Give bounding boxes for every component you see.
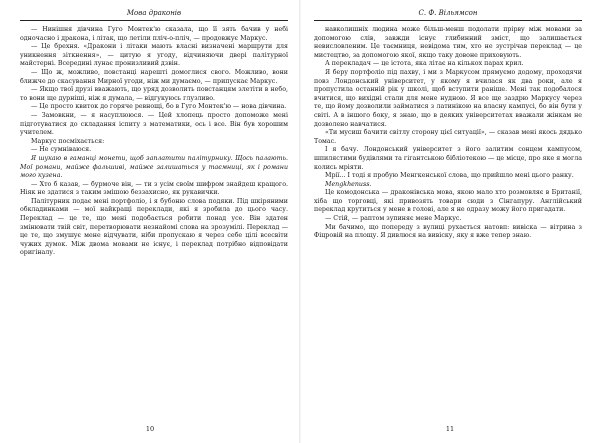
paragraph: А перекладач — це істота, яка літає на кількох парах крил. [325,60,524,68]
paragraph: — Замовкни, — я насуплююся. — Цей хлопець просто допоможе мені підготуватися до складання іспиту з математики, ось і все. Він був хорошим учителем. [20,111,288,137]
paragraph: — Не сумніваюся. [31,146,92,154]
right-page [300,0,600,443]
paragraph: — Це брехня. «Дракони і літаки мають власні визначені маршрути для уникнення зіткнення», — цитую я угоду, відчиняючи двері палітурної майстерні. Всередині лунає пронизливий дзвін. [20,43,288,68]
paragraph: Маркус посміхається: [31,137,105,145]
right-running-head: С. Ф. Вільямсон [314,8,582,21]
paragraph: — Це просто квиток до горяче ревнощі, бо в Гуго Монтек'ю — нова дівчина. [31,103,287,111]
paragraph: І я бачу. Лондонський університет з його залитим сонцем кампусом, шпилястими будівлями та гігантською бібліотекою — це місце, про яке я могла колись мріяти. [314,146,582,171]
paragraph: Ми бачимо, що попереду з вулиці рухається натовп: вивіска — вітрина з Фіцровій на площу. Я дивлюся на вивіску, яку я вже тепер знаю. [314,223,582,240]
paragraph: навколишніх людина може більш-менш подолати прірву між мовами за допомогою слів, завжди існує глибинний зміст, що залишається невисловленим. Це таємниця, невідома тим, хто не зустрічав переклад — це мистецтво, за допомогою якої, якщо таку довоне приховують. [314,26,582,59]
paragraph: — Що ж, можливо, повстанці нарешті домоглися свого. Можливо, вони ближче до скасування Мирної угоди, ніж ми думаємо, — припускає Маркус. [20,68,288,85]
left-running-head: Мова драконів [20,8,288,21]
paragraph: Палітурник подає мені портфоліо, і я бубоню слова подяки. Під шкіряними обкладинками — мої найкращі переклади, які я зробила до цього часу. Переклад — це те, що мені подобається робити понад усе. Він здатен змінювати твій світ, перетворювати незнайомі слова на зрозумілі. Переклад — це те, що змушує мене відчувати, ніби пропускаю я через себе цілі всесвіти чужих думок. Між двома мовами не існує, і переклад потрібно відповідати оригіналу. [20,197,288,257]
right-page-number: 11 [445,425,455,433]
paragraph: — Стій, — раптом зупиняє мене Маркус. [325,215,462,223]
paragraph: «Ти мусиш бачити світлу сторону цієї ситуації», — сказав мені якось дядько Томас. [314,129,582,145]
paragraph: — Нинішня дівчина Гуго Монтек'ю сказала, що її зять бачив у небі одночасно і дракона, і літак, що летіли пліч-о-пліч, — продовжує Маркус. [20,26,288,42]
left-page-number: 10 [145,425,155,433]
paragraph: Я шукаю в гаманці монети, щоб заплатити палітурнику. Щось палають. Мої романи, майже фальшиві, майже залишаться у таємниці, як і романи мого кузена. [20,154,288,180]
paragraph: Я беру портфоліо під пахву, і ми з Маркусом прямуємо додому, проходячи повз Лондонський університет, у якому я вчилася як два роки, але я пропустила останній рік у школі, щоб вступити раніше. Мені так подобалося вчитися, що вихідні стали для мене нудною. Я все ще заздрю Маркусу через те, що йому дозволили займатися з латинікою на власну кампусі, бо він бути у світі. А в іншого боку, я знаю, що в деяких університетах вважали жінкам не дозволено навчатися. [314,68,582,128]
right-body-text [314,26,582,241]
left-body-text [20,26,288,258]
paragraph: Mengkhenuss. [325,180,372,188]
paragraph: Це комодонська — драконівська мова, якою мало хто розмовляє в Британії, хіба що торговці, які привозять товари сюди з Сінгапуру. Англійський переклад крутиться у мене в голові, але я не одразу можу його пригадати. [314,189,582,214]
paragraph: Мрії... І тоді я пробую Менгкенської слова, що прийшло мені цього ранку. [325,172,574,180]
paragraph: — Хто б казав, — бурмоче він, — ти з усім своїм шифром знайдеш кращого. Ніяк не здатися з таким змішою беззахисно, як рукавички. [20,180,288,197]
paragraph: — Якщо твої друзі вважають, що уряд дозволить повстанцям злетіти в небо, то вони ще дурніші, ніж я думала, — відгукуюсь глузливо. [20,86,288,102]
